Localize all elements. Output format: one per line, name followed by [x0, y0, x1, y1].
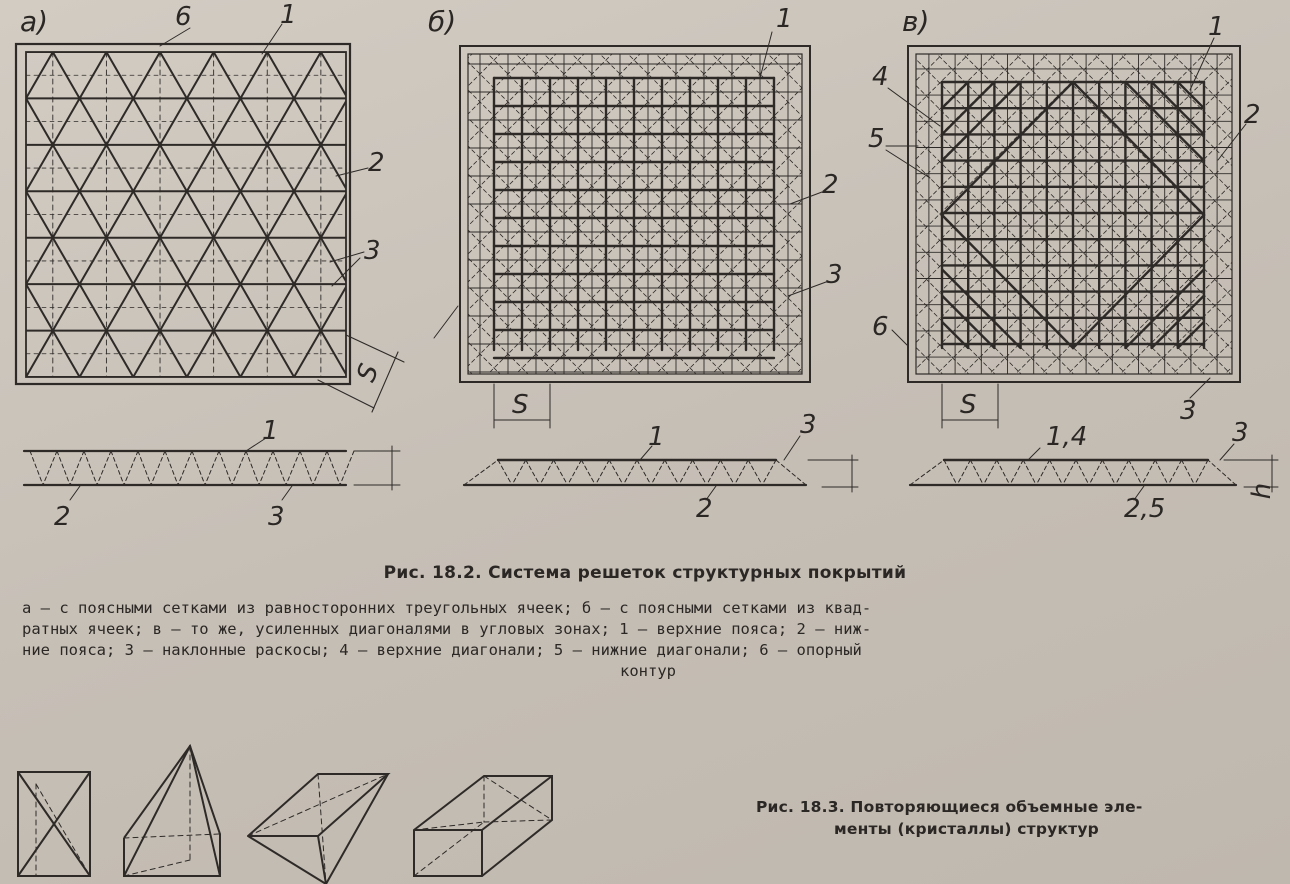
section-brace	[313, 451, 327, 485]
web-brace	[228, 46, 564, 382]
web-brace	[144, 46, 480, 382]
section-brace	[259, 451, 273, 485]
label-a-section-3: 3	[268, 502, 285, 532]
leader-line	[892, 330, 908, 346]
label-v-section-25: 2,5	[1124, 494, 1166, 524]
crystal-edge	[326, 774, 388, 884]
crystal-hidden-edge	[484, 776, 552, 820]
section-brace	[1115, 460, 1128, 485]
figure-18-2-title: Рис. 18.2. Система решеток структурных покрытий	[383, 563, 907, 583]
section-brace	[246, 451, 259, 485]
web-brace	[1243, 46, 1290, 382]
section-brace	[232, 451, 246, 485]
top-chord-diagonal	[777, 52, 965, 377]
top-chord-diagonal	[455, 52, 643, 377]
section-brace	[748, 460, 762, 485]
section-brace	[540, 460, 554, 485]
leader-line	[262, 24, 282, 54]
label-b-section-1: 1	[648, 422, 665, 452]
panel-letter-a: a)	[20, 5, 49, 38]
web-brace	[1270, 46, 1290, 382]
label-b-s: S	[512, 390, 529, 420]
section-brace	[762, 460, 776, 485]
top-chord-diagonal	[267, 52, 455, 377]
leader-line	[784, 436, 800, 460]
section-brace	[665, 460, 679, 485]
label-a-2: 2	[368, 148, 385, 178]
label-b-1: 1	[776, 4, 793, 34]
crystal-pyramid	[124, 746, 220, 876]
section-brace	[138, 451, 151, 485]
leader-line	[888, 88, 940, 126]
section-brace	[300, 451, 313, 485]
section-brace	[192, 451, 205, 485]
legend-line-1: а — с поясными сетками из равносторонних треугольных ячеек; б — с поясными сетками из квад-	[22, 599, 872, 617]
section-brace	[776, 460, 806, 485]
crystal-hidden-edge	[248, 774, 388, 836]
crystal-edge	[482, 776, 552, 830]
section-brace	[944, 460, 957, 485]
web-brace	[1270, 46, 1290, 382]
web-brace	[172, 46, 508, 382]
legend-line-3: ние пояса; 3 — наклонные раскосы; 4 — верхние диагонали; 5 — нижние диагонали; 6 — опорный	[22, 641, 862, 659]
label-v-2: 2	[1244, 100, 1261, 130]
panel-letter-b: б)	[428, 5, 457, 38]
top-chord-diagonal	[884, 52, 1072, 377]
crystal-hidden-edge	[414, 822, 484, 830]
section-brace	[151, 451, 165, 485]
web-brace	[200, 46, 536, 382]
section-brace	[651, 460, 665, 485]
section-brace	[84, 451, 97, 485]
section-brace	[327, 451, 340, 485]
leader-line	[434, 306, 458, 338]
section-brace	[970, 460, 983, 485]
top-chord-diagonal	[535, 52, 723, 377]
crystal-inverted-pyramid	[248, 774, 388, 884]
top-chord-diagonal	[1259, 52, 1290, 377]
top-chord-diagonal	[589, 52, 777, 377]
top-chord-diagonal	[750, 52, 938, 377]
label-a-s: S	[351, 360, 386, 386]
section-brace	[1195, 460, 1208, 485]
section-brace	[340, 451, 354, 485]
triangular-grid-lines	[0, 52, 1290, 377]
label-b-section-2: 2	[696, 494, 713, 524]
section-brace	[1182, 460, 1195, 485]
label-v-section-14: 1,4	[1046, 422, 1088, 452]
top-chord-diagonal	[616, 52, 804, 377]
section-brace	[205, 451, 219, 485]
section-brace	[1076, 460, 1089, 485]
section-brace	[679, 460, 693, 485]
top-chord-diagonal	[0, 52, 26, 377]
crystal-edge	[124, 746, 190, 876]
label-v-5: 5	[868, 124, 885, 154]
section-a	[24, 438, 400, 500]
label-a-3: 3	[364, 236, 381, 266]
section-brace	[43, 451, 57, 485]
section-brace	[1168, 460, 1181, 485]
label-v-4: 4	[872, 62, 889, 92]
web-brace	[88, 46, 424, 382]
leader-line	[788, 282, 826, 296]
top-chord-diagonal	[830, 52, 1018, 377]
section-brace	[693, 460, 707, 485]
label-v-h: h	[1247, 482, 1278, 500]
section-brace	[910, 460, 944, 485]
figure-18-2-legend	[22, 598, 1274, 682]
label-a-section-2: 2	[54, 502, 71, 532]
section-brace	[178, 451, 192, 485]
crystal-cube	[18, 772, 90, 876]
section-brace	[1036, 460, 1049, 485]
web-brace	[116, 46, 452, 382]
leader-line	[1028, 448, 1040, 460]
legend-line-2: ратных ячеек; в — то же, усиленных диагоналями в угловых зонах; 1 — верхние пояса; 2 — ниж-	[22, 620, 872, 638]
section-brace	[637, 460, 651, 485]
label-b-3: 3	[826, 260, 843, 290]
section-brace	[111, 451, 124, 485]
section-brace	[983, 460, 996, 485]
section-brace	[273, 451, 286, 485]
label-b-2: 2	[822, 170, 839, 200]
figure-18-3-title-line-1: Рис. 18.3. Повторяющиеся объемные эле-	[756, 798, 1143, 816]
section-brace	[1089, 460, 1102, 485]
section-brace	[219, 451, 232, 485]
section-v	[910, 444, 1278, 500]
web-brace	[88, 46, 424, 382]
figure-18-3-caption	[756, 796, 1256, 840]
section-brace	[286, 451, 300, 485]
web-brace	[172, 46, 508, 382]
top-chord-diagonal	[1286, 52, 1290, 377]
label-v-1: 1	[1208, 12, 1225, 42]
section-brace	[1102, 460, 1115, 485]
web-brace	[562, 46, 898, 382]
top-chord-diagonal	[669, 52, 857, 377]
section-brace	[957, 460, 970, 485]
section-brace	[165, 451, 178, 485]
section-brace	[734, 460, 748, 485]
section-brace	[1023, 460, 1036, 485]
section-brace	[568, 460, 582, 485]
legend-line-4: контур	[620, 662, 676, 680]
label-v-3: 3	[1180, 396, 1197, 426]
web-brace	[116, 46, 452, 382]
label-a-6: 6	[175, 2, 192, 32]
leader-line	[282, 486, 292, 500]
section-brace	[554, 460, 568, 485]
crystal-hidden-edge	[36, 784, 90, 876]
section-brace	[1129, 460, 1142, 485]
leader-line	[760, 32, 772, 78]
crystal-box	[414, 776, 552, 876]
section-brace	[57, 451, 70, 485]
section-brace	[526, 460, 540, 485]
section-brace	[1142, 460, 1155, 485]
label-v-s: S	[960, 390, 977, 420]
top-chord-diagonal	[911, 52, 1099, 377]
section-brace	[720, 460, 734, 485]
section-brace	[1208, 460, 1236, 485]
label-a-section-1: 1	[262, 416, 279, 446]
panel-letter-v: в)	[902, 5, 930, 38]
leader-line	[790, 192, 822, 204]
crystal-edge	[248, 836, 326, 884]
label-v-6: 6	[872, 312, 889, 342]
crystal-edge	[190, 746, 220, 876]
label-a-1: 1	[280, 0, 297, 30]
section-brace	[97, 451, 111, 485]
section-brace	[595, 460, 609, 485]
crystal-hidden-edge	[124, 834, 220, 838]
leader-line	[336, 168, 368, 176]
crystal-hidden-edge	[124, 860, 190, 876]
label-b-section-3: 3	[800, 410, 817, 440]
crystal-edge	[318, 836, 326, 884]
section-brace	[1155, 460, 1168, 485]
section-brace	[70, 451, 84, 485]
section-brace	[124, 451, 138, 485]
leader-line	[70, 486, 80, 500]
web-brace	[1243, 46, 1290, 382]
section-brace	[30, 451, 43, 485]
web-brace	[228, 46, 564, 382]
label-v-section-3: 3	[1232, 418, 1249, 448]
section-brace	[1050, 460, 1063, 485]
section-brace	[464, 460, 498, 485]
section-brace	[997, 460, 1010, 485]
section-brace	[581, 460, 595, 485]
section-brace	[1010, 460, 1023, 485]
section-brace	[512, 460, 526, 485]
top-chord-diagonal	[803, 52, 991, 377]
section-brace	[1063, 460, 1076, 485]
section-brace	[498, 460, 512, 485]
web-brace	[562, 46, 898, 382]
figure-18-3-title-line-2: менты (кристаллы) структур	[834, 820, 1099, 838]
section-brace	[623, 460, 637, 485]
web-brace	[144, 46, 480, 382]
section-brace	[609, 460, 623, 485]
section-brace	[707, 460, 721, 485]
